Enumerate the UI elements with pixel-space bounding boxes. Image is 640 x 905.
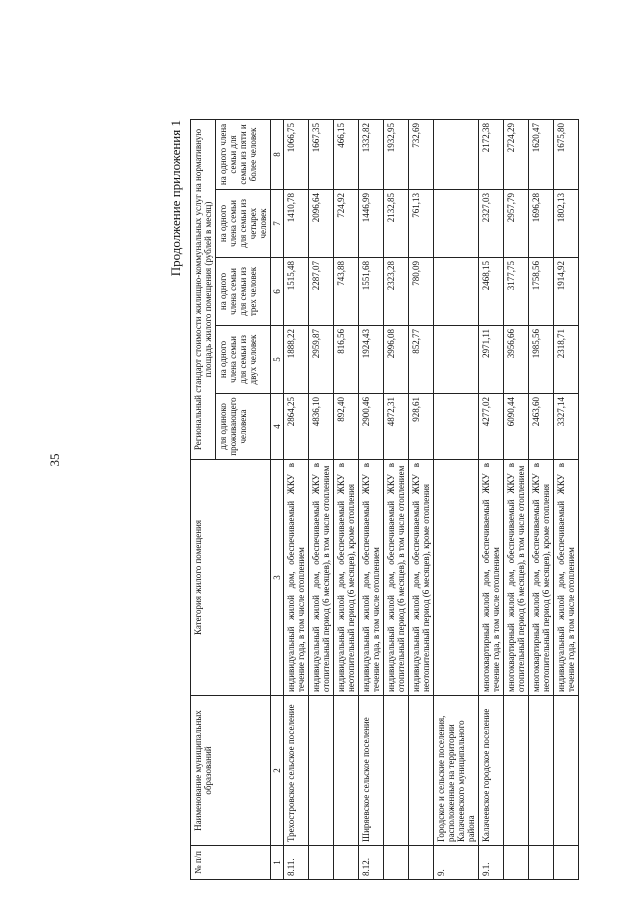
municipality-name — [529, 696, 554, 846]
housing-category: индивидуальный жилой дом, обеспечиваемый ЖКУ в течение года, в том числе отоплением — [554, 460, 579, 696]
row-number — [309, 846, 334, 880]
municipality-name — [309, 696, 334, 846]
value-four-person: 2132,85 — [384, 190, 409, 258]
column-number: 6 — [271, 258, 284, 326]
header-num: № п/п — [191, 846, 271, 880]
header-col-8: на одного члена семьи для семьи из пяти и более человек — [216, 119, 271, 189]
value-three-person — [434, 258, 479, 326]
table-row — [284, 119, 309, 879]
value-single: 4277,02 — [479, 394, 504, 460]
row-number: 8.12. — [359, 846, 384, 880]
value-four-person: 724,92 — [334, 190, 359, 258]
value-five-plus-person: 1932,95 — [384, 119, 409, 189]
value-two-person: 2959,87 — [309, 326, 334, 394]
housing-category: индивидуальный жилой дом, обеспечиваемый ЖКУ в течение года, в том числе отоплением — [284, 460, 309, 696]
municipality-name — [334, 696, 359, 846]
value-two-person: 852,77 — [409, 326, 434, 394]
municipality-name — [409, 696, 434, 846]
column-number: 5 — [271, 326, 284, 394]
value-three-person: 780,09 — [409, 258, 434, 326]
row-number — [334, 846, 359, 880]
header-row-group — [191, 119, 216, 879]
table-row — [384, 119, 409, 879]
value-single: 2900,46 — [359, 394, 384, 460]
housing-category: индивидуальный жилой дом, обеспечиваемый ЖКУ в течение года, в том числе отоплением — [359, 460, 384, 696]
row-number — [504, 846, 529, 880]
value-two-person — [434, 326, 479, 394]
value-five-plus-person: 1332,82 — [359, 119, 384, 189]
housing-category: индивидуальный жилой дом, обеспечиваемый ЖКУ в неотопительный период (6 месяцев), кроме отопления — [334, 460, 359, 696]
value-single: 2864,25 — [284, 394, 309, 460]
column-number: 7 — [271, 190, 284, 258]
value-two-person: 1924,43 — [359, 326, 384, 394]
housing-category: индивидуальный жилой дом, обеспечиваемый ЖКУ в отопительный период (6 месяцев), в том числе отоплением — [384, 460, 409, 696]
column-number: 8 — [271, 119, 284, 189]
value-three-person: 1515,48 — [284, 258, 309, 326]
value-two-person: 2318,71 — [554, 326, 579, 394]
housing-category: многоквартирный жилой дом, обеспечиваемый ЖКУ в неотопительный период (6 месяцев), кроме отопления — [529, 460, 554, 696]
column-number: 4 — [271, 394, 284, 460]
header-col-5: на одного члена семьи для семьи из двух человек — [216, 326, 271, 394]
table-body — [284, 119, 579, 879]
municipality-name: Калачеевское городское поселение — [479, 696, 504, 846]
column-number-row — [271, 119, 284, 879]
municipality-name: Городское и сельские поселения, расположенные на территории Калачеевского муниципального района — [434, 696, 479, 846]
header-category: Категория жилого помещения — [191, 460, 271, 696]
value-five-plus-person: 2172,38 — [479, 119, 504, 189]
housing-category: многоквартирный жилой дом, обеспечиваемый ЖКУ в течение года, в том числе отоплением — [479, 460, 504, 696]
housing-category: многоквартирный жилой дом, обеспечиваемый ЖКУ в отопительный период (6 месяцев), в том числе отоплением — [504, 460, 529, 696]
value-four-person: 2096,64 — [309, 190, 334, 258]
value-single: 892,40 — [334, 394, 359, 460]
value-single: 3327,14 — [554, 394, 579, 460]
municipality-name — [554, 696, 579, 846]
header-col-6: на одного члена семьи для семьи из трех человек — [216, 258, 271, 326]
value-three-person: 3177,75 — [504, 258, 529, 326]
value-single: 6090,44 — [504, 394, 529, 460]
value-three-person: 1551,68 — [359, 258, 384, 326]
housing-category: индивидуальный жилой дом, обеспечиваемый ЖКУ в неотопительный период (6 месяцев), кроме отопления — [409, 460, 434, 696]
header-standard-group: Региональный стандарт стоимости жилищно-коммунальных услуг на нормативную площадь жилого помещения (рублей в месяц) — [191, 119, 216, 459]
continuation-title: Продолжение приложения 1 — [168, 120, 183, 277]
value-two-person: 2971,11 — [479, 326, 504, 394]
housing-category — [434, 460, 479, 696]
value-four-person: 2957,79 — [504, 190, 529, 258]
municipality-name: Трехостровское сельское поселение — [284, 696, 309, 846]
table-row — [554, 119, 579, 879]
value-two-person: 2996,08 — [384, 326, 409, 394]
row-number: 9.1. — [479, 846, 504, 880]
value-five-plus-person: 1066,75 — [284, 119, 309, 189]
value-three-person: 2468,15 — [479, 258, 504, 326]
table-row — [309, 119, 334, 879]
row-number: 8.11. — [284, 846, 309, 880]
housing-category: индивидуальный жилой дом, обеспечиваемый ЖКУ в отопительный период (6 месяцев), в том числе отоплением — [309, 460, 334, 696]
value-five-plus-person: 466,15 — [334, 119, 359, 189]
value-three-person: 2287,07 — [309, 258, 334, 326]
row-number — [529, 846, 554, 880]
table-row — [334, 119, 359, 879]
value-four-person — [434, 190, 479, 258]
value-two-person: 816,56 — [334, 326, 359, 394]
table-row — [504, 119, 529, 879]
value-five-plus-person — [434, 119, 479, 189]
column-number: 2 — [271, 696, 284, 846]
table-row — [529, 119, 554, 879]
page-number: 35 — [47, 453, 62, 467]
value-single: 928,61 — [409, 394, 434, 460]
value-single: 4872,31 — [384, 394, 409, 460]
row-number — [409, 846, 434, 880]
column-number: 3 — [271, 460, 284, 696]
value-single: 2463,60 — [529, 394, 554, 460]
row-number: 9. — [434, 846, 479, 880]
value-two-person: 1985,56 — [529, 326, 554, 394]
table-row — [479, 119, 504, 879]
column-number: 1 — [271, 846, 284, 880]
value-single — [434, 394, 479, 460]
value-three-person: 2323,28 — [384, 258, 409, 326]
value-five-plus-person: 1620,47 — [529, 119, 554, 189]
value-five-plus-person: 1667,35 — [309, 119, 334, 189]
municipality-name — [504, 696, 529, 846]
table-row — [359, 119, 384, 879]
value-four-person: 1410,78 — [284, 190, 309, 258]
table-row — [434, 119, 479, 879]
value-four-person: 761,13 — [409, 190, 434, 258]
value-four-person: 1446,99 — [359, 190, 384, 258]
value-four-person: 2327,03 — [479, 190, 504, 258]
value-two-person: 1888,22 — [284, 326, 309, 394]
municipality-name — [384, 696, 409, 846]
value-four-person: 1802,13 — [554, 190, 579, 258]
header-col-4: для одиноко проживающего человека — [216, 394, 271, 460]
value-two-person: 3956,66 — [504, 326, 529, 394]
value-three-person: 1914,92 — [554, 258, 579, 326]
value-three-person: 743,88 — [334, 258, 359, 326]
table-row — [409, 119, 434, 879]
value-three-person: 1758,56 — [529, 258, 554, 326]
row-number — [554, 846, 579, 880]
municipality-name: Ширяевское сельское поселение — [359, 696, 384, 846]
value-five-plus-person: 732,69 — [409, 119, 434, 189]
value-four-person: 1696,28 — [529, 190, 554, 258]
header-col-7: на одного члена семьи для семьи из четырех человек — [216, 190, 271, 258]
row-number — [384, 846, 409, 880]
rotated-page-content — [168, 120, 628, 880]
value-single: 4836,10 — [309, 394, 334, 460]
value-five-plus-person: 2724,29 — [504, 119, 529, 189]
header-municipality: Наименование муниципальных образований — [191, 696, 271, 846]
housing-cost-table — [190, 119, 579, 880]
value-five-plus-person: 1675,80 — [554, 119, 579, 189]
